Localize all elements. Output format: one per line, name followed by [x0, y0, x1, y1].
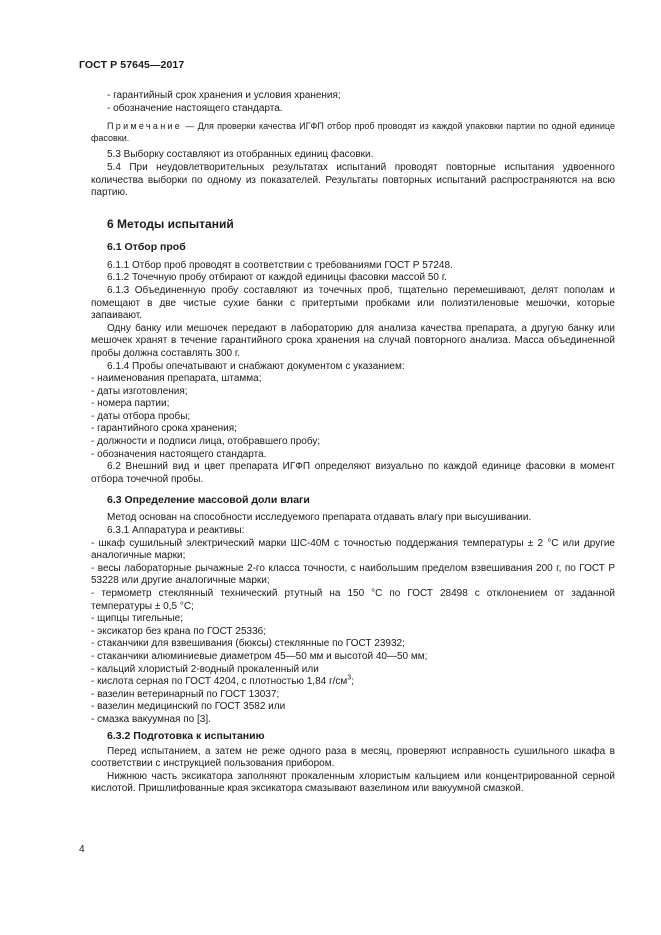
list-item: - должности и подписи лица, отобравшего пробу;	[91, 436, 321, 448]
paragraph: Нижнюю часть эксикатора заполняют прокаленным хлористым кальцием или концентрированной серной кислотой. Пришлифованные края эксикатора смазывают вазелином или вакуумной смазкой.	[91, 770, 615, 795]
note-text: — Для проверки качества ИГФП отбор проб проводят из каждой упаковки партии по одной единице фасовки.	[91, 121, 615, 144]
note-label: Примечание	[107, 121, 183, 132]
list-item: - даты отбора пробы;	[91, 410, 191, 422]
list-item: - наименования препарата, штамма;	[91, 373, 262, 385]
paragraph: 6.1.1 Отбор проб проводят в соответствии с требованиями ГОСТ Р 57248.	[107, 259, 453, 271]
list-item	[91, 676, 615, 689]
section-heading: 6 Методы испытаний	[107, 216, 234, 231]
list-item: - термометр стеклянный технический ртутный на 150 °С по ГОСТ 28498 с отклонением от заданной температуры ± 0,5 °С;	[91, 588, 615, 612]
acid-text: - кислота серная по ГОСТ 4204, с плотностью 1,84 г/см	[91, 676, 348, 688]
page-number: 4	[79, 844, 85, 855]
document-header: ГОСТ Р 57645—2017	[79, 59, 185, 71]
list-item: - гарантийного срока хранения;	[91, 423, 237, 435]
paragraph: 5.3 Выборку составляют из отобранных единиц фасовки.	[107, 149, 374, 161]
paragraph: 6.1.3 Объединенную пробу составляют из точечных проб, тщательно перемешивают, делят пополам и помещают в две чистые сухие банки с притертыми пробками или полиэтиленовые мешочки, которые запаивают.	[91, 284, 615, 322]
list-item: - гарантийный срок хранения и условия хранения;	[107, 90, 341, 101]
paragraph: Одну банку или мешочек передают в лабораторию для анализа качества препарата, а другую банку или мешочек хранят в течение гарантийного срока хранения на случай повторного анализа. Масса объединенной пробы должна составлять 300 г.	[91, 322, 615, 359]
list-item: - эксикатор без крана по ГОСТ 25336;	[91, 625, 267, 637]
paragraph: 6.3.1 Аппаратура и реактивы:	[107, 525, 245, 537]
paragraph: Перед испытанием, а затем не реже одного раза в месяц, проверяют исправность сушильного шкафа в соответствии с инструкцией пользования прибором.	[91, 745, 615, 770]
list-item: - обозначение настоящего стандарта.	[107, 102, 283, 114]
list-item: - обозначения настоящего стандарта.	[91, 448, 267, 460]
list-item: - смазка вакуумная по [3].	[91, 713, 211, 725]
list-item: - вазелин ветеринарный по ГОСТ 13037;	[91, 688, 280, 700]
list-item: - кальций хлористый 2-водный прокаленный или	[91, 663, 319, 675]
subsection-heading: 6.3 Определение массовой доли влаги	[107, 494, 310, 507]
list-item: - номера партии;	[91, 398, 170, 410]
list-item: - весы лабораторные рычажные 2-го класса точности, с наибольшим пределом взвешивания 200 г, по ГОСТ Р 53228 или другие аналогичные марки;	[91, 562, 615, 587]
paragraph: 5.4 При неудовлетворительных результатах испытаний проводят повторные испытания удвоенного количества выборки по одному из показателей. Результаты повторных испытаний распространяются на всю партию.	[91, 161, 615, 199]
superscript: 3	[347, 674, 352, 682]
list-item: - даты изготовления;	[91, 385, 188, 397]
list-item: - шкаф сушильный электрический марки ШС-40М с точностью поддержания температуры ± 2 °С или другие аналогичные марки;	[91, 537, 615, 562]
subsection-heading: 6.1 Отбор проб	[107, 240, 186, 253]
list-item: - стаканчики алюминиевые диаметром 45—50 мм и высотой 40—50 мм;	[91, 650, 428, 662]
paragraph: 6.1.2 Точечную пробу отбирают от каждой единицы фасовки массой 50 г.	[107, 272, 447, 284]
paragraph: 6.2 Внешний вид и цвет препарата ИГФП определяют визуально по каждой единице фасовки в момент отбора точечной пробы.	[91, 461, 615, 485]
acid-end: ;	[351, 676, 354, 688]
list-item: - вазелин медицинский по ГОСТ 3582 или	[91, 701, 286, 713]
page-content	[91, 90, 615, 796]
list-item: - стаканчики для взвешивания (бюксы) стеклянные по ГОСТ 23932;	[91, 638, 405, 650]
subsection-heading: 6.3.2 Подготовка к испытанию	[107, 729, 265, 742]
list-item: - щипцы тигельные;	[91, 613, 183, 625]
note	[91, 120, 615, 144]
paragraph: 6.1.4 Пробы опечатывают и снабжают документом с указанием:	[107, 360, 405, 372]
paragraph: Метод основан на способности исследуемого препарата отдавать влагу при высушивании.	[107, 512, 532, 524]
